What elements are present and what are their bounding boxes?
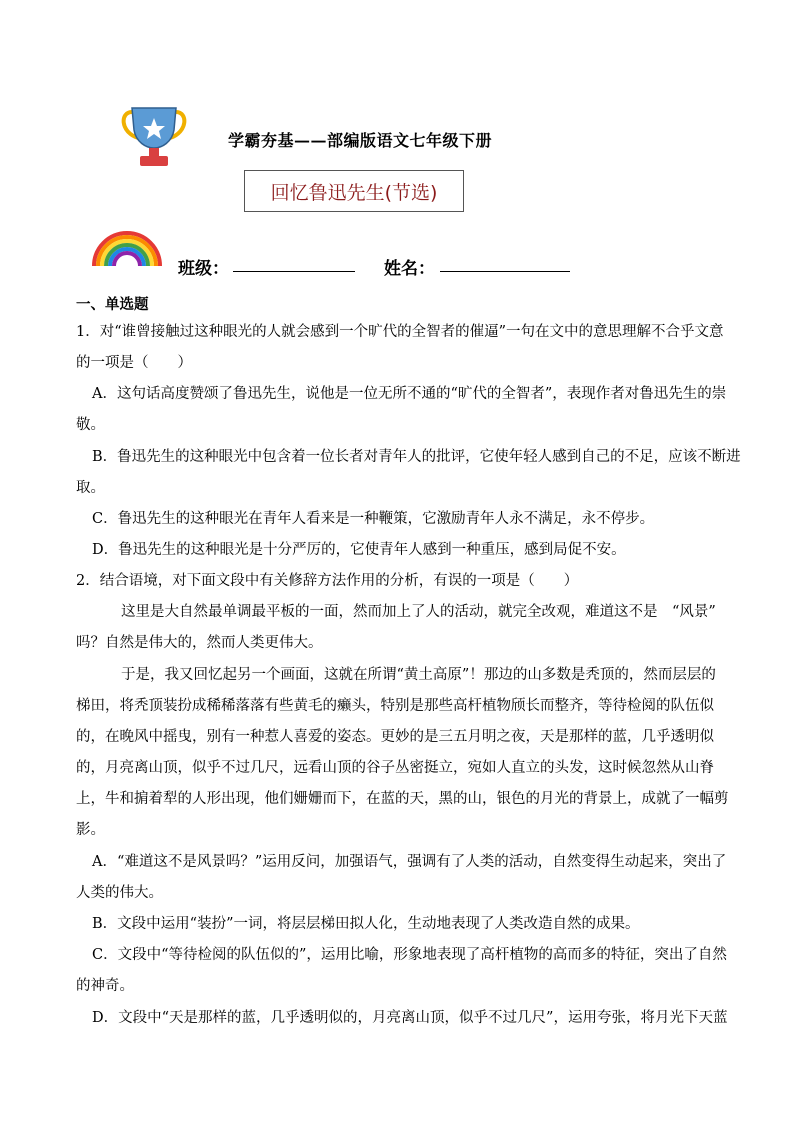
q1-option-b-cont: 取。: [76, 480, 105, 496]
q2-passage-p2-line2: 梯田，将秃顶装扮成稀稀落落有些黄毛的癞头，特别是那些高杆植物颀长而整齐，等待检阅的队伍似: [76, 698, 714, 714]
q1-stem-line2: 的一项是（ ）: [76, 355, 192, 371]
q1-option-c[interactable]: C．鲁迅先生的这种眼光在青年人看来是一种鞭策，它激励青年人永不满足，永不停步。: [92, 511, 655, 527]
series-title: 学霸夯基——部编版语文七年级下册: [228, 131, 493, 150]
q2-passage-p1-line2: 吗？自然是伟大的，然而人类更伟大。: [76, 635, 323, 651]
q2-passage-p2-line1: 于是，我又回忆起另一个画面，这就在所谓“黄土高原”！那边的山多数是秃顶的，然而层层的: [121, 667, 716, 683]
q2-option-a-cont: 人类的伟大。: [76, 885, 163, 901]
trophy-icon: [118, 104, 190, 170]
q1-option-a-cont: 敬。: [76, 417, 105, 433]
rainbow-icon: [90, 228, 164, 268]
name-field[interactable]: [440, 271, 570, 272]
q2-stem: 2．结合语境，对下面文段中有关修辞方法作用的分析，有误的一项是（ ）: [76, 573, 579, 589]
q1-option-d[interactable]: D．鲁迅先生的这种眼光是十分严厉的，它使青年人感到一种重压，感到局促不安。: [92, 542, 626, 558]
q1-stem-line1: 1．对“谁曾接触过这种眼光的人就会感到一个旷代的全智者的催逼”一句在文中的意思理解不合乎文意: [76, 324, 724, 340]
q1-option-b[interactable]: B．鲁迅先生的这种眼光中包含着一位长者对青年人的批评，它使年轻人感到自己的不足，应该不断进: [92, 449, 741, 465]
q2-passage-p2-line5: 上，牛和掮着犁的人形出现，他们姗姗而下，在蓝的天，黑的山，银色的月光的背景上，成就了一幅剪: [76, 791, 729, 807]
q2-option-c[interactable]: C．文段中“等待检阅的队伍似的”，运用比喻，形象地表现了高杆植物的高而多的特征，突出了自然: [92, 947, 727, 963]
q2-option-a[interactable]: A．“难道这不是风景吗？”运用反问，加强语气，强调有了人类的活动，自然变得生动起来，突出了: [92, 854, 727, 870]
q1-option-a[interactable]: A．这句话高度赞颂了鲁迅先生，说他是一位无所不通的“旷代的全智者”，表现作者对鲁迅先生的崇: [92, 386, 727, 402]
q2-passage-p2-line4: 的，月亮离山顶，似乎不过几尺，远看山顶的谷子丛密挺立，宛如人直立的头发，这时候忽然从山脊: [76, 760, 714, 776]
q2-option-b[interactable]: B．文段中运用“装扮”一词，将层层梯田拟人化，生动地表现了人类改造自然的成果。: [92, 916, 640, 932]
lesson-title: 回忆鲁迅先生(节选): [270, 181, 438, 204]
q2-passage-p2-line3: 的，在晚风中摇曳，别有一种惹人喜爱的姿态。更妙的是三五月明之夜，天是那样的蓝，几乎透明似: [76, 729, 714, 745]
q2-passage-p2-line6: 影。: [76, 822, 105, 838]
name-label: 姓名：: [384, 259, 435, 279]
section-title: 一、单选题: [76, 296, 149, 313]
q2-passage-p1-line1: 这里是大自然最单调最平板的一面，然而加上了人的活动，就完全改观，难道这不是 “风景”: [121, 604, 716, 620]
q2-option-d[interactable]: D．文段中“天是那样的蓝，几乎透明似的，月亮离山顶，似乎不过几尺”，运用夸张，将月光下天蓝: [92, 1010, 728, 1026]
lesson-title-box: [244, 170, 464, 212]
class-field[interactable]: [233, 271, 355, 272]
q2-option-c-cont: 的神奇。: [76, 978, 134, 994]
class-label: 班级：: [178, 259, 229, 279]
